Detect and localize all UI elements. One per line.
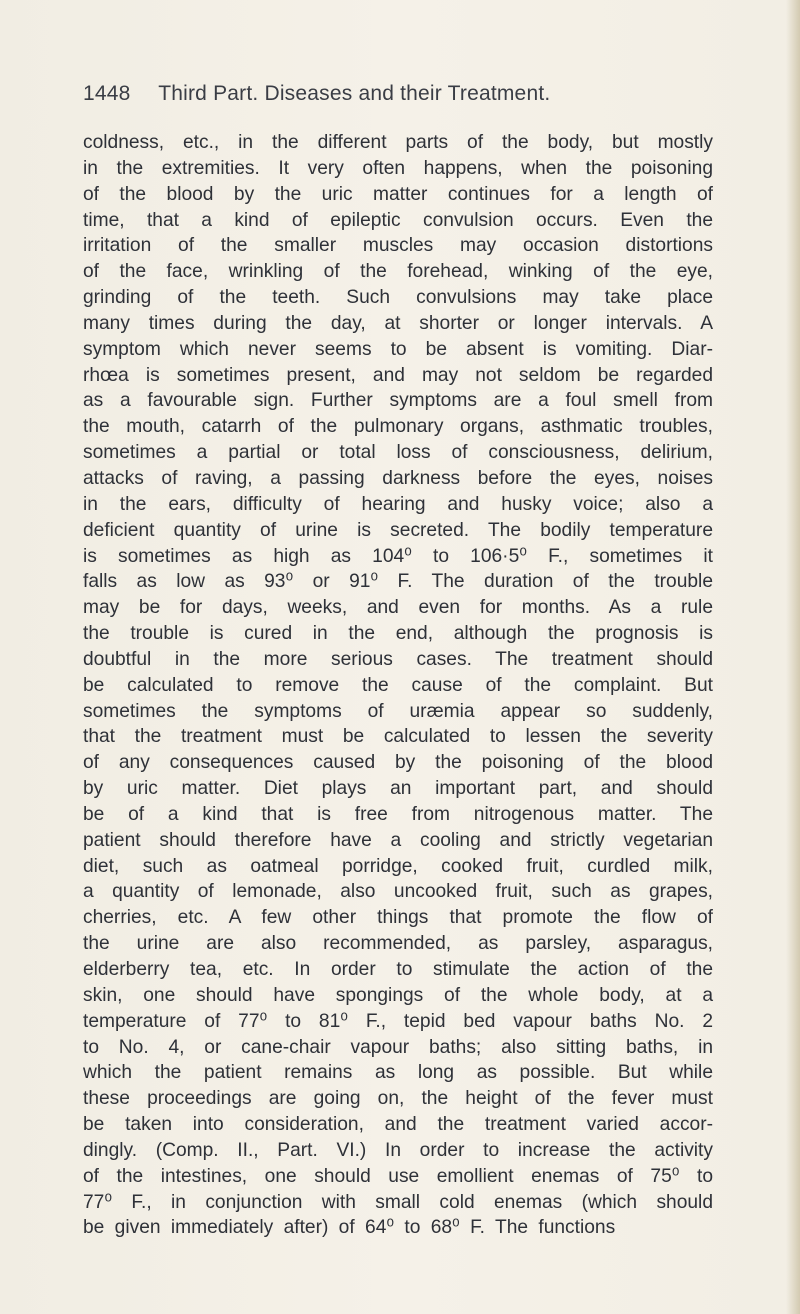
text-line: diet, such as oatmeal porridge, cooked fruit, curdled milk, (83, 855, 713, 877)
text-line: be of a kind that is free from nitrogenous matter. The (83, 803, 713, 825)
text-line: be calculated to remove the cause of the complaint. But (83, 674, 713, 696)
text-line: sometimes a partial or total loss of consciousness, delirium, (83, 442, 713, 464)
text-line: these proceedings are going on, the height of the fever must (83, 1088, 713, 1110)
text-line: attacks of raving, a passing darkness before the eyes, noises (83, 467, 713, 489)
text-line: the trouble is cured in the end, although the prognosis is (83, 623, 713, 645)
text-line: of any consequences caused by the poisoning of the blood (83, 752, 713, 774)
text-line: be given immediately after) of 64⁰ to 68⁰ F. The functions (83, 1217, 616, 1239)
text-line: coldness, etc., in the different parts of the body, but mostly (83, 132, 713, 153)
page-edge-shadow (786, 0, 800, 1314)
text-line: rhœa is sometimes present, and may not seldom be regarded (83, 364, 713, 386)
text-line: dingly. (Comp. II., Part. VI.) In order to increase the activity (83, 1139, 713, 1161)
text-line: temperature of 77⁰ to 81⁰ F., tepid bed vapour baths No. 2 (83, 1010, 713, 1032)
text-line: which the patient remains as long as possible. But while (83, 1062, 713, 1084)
text-line: cherries, etc. A few other things that promote the flow of (83, 907, 713, 929)
running-title: Third Part. Diseases and their Treatment. (158, 82, 551, 105)
text-line: doubtful in the more serious cases. The treatment should (83, 648, 713, 670)
text-line: be taken into consideration, and the treatment varied accor- (83, 1114, 713, 1136)
text-line: the urine are also recommended, as parsley, asparagus, (83, 933, 713, 955)
text-line: the mouth, catarrh of the pulmonary organs, asthmatic troubles, (83, 416, 713, 438)
text-line: symptom which never seems to be absent is vomiting. Diar- (83, 338, 713, 360)
text-line: time, that a kind of epileptic convulsion occurs. Even the (83, 209, 713, 231)
text-line: of the face, wrinkling of the forehead, winking of the eye, (83, 261, 713, 283)
text-line: many times during the day, at shorter or longer intervals. A (83, 312, 713, 334)
text-line: of the intestines, one should use emollient enemas of 75⁰ to (83, 1165, 713, 1187)
page-number: 1448 (83, 82, 131, 105)
text-line: irritation of the smaller muscles may occasion distortions (83, 235, 713, 257)
text-line: is sometimes as high as 104⁰ to 106·5⁰ F., sometimes it (83, 545, 713, 567)
text-line: may be for days, weeks, and even for months. As a rule (83, 597, 713, 619)
text-line: elderberry tea, etc. In order to stimulate the action of the (83, 959, 713, 980)
text-line: 77⁰ F., in conjunction with small cold enemas (which should (83, 1191, 713, 1213)
running-header (83, 82, 723, 106)
text-line: of the blood by the uric matter continues for a length of (83, 183, 713, 205)
text-line: patient should therefore have a cooling and strictly vegetarian (83, 829, 713, 851)
body-text (83, 130, 713, 1241)
text-line: falls as low as 93⁰ or 91⁰ F. The duration of the trouble (83, 571, 713, 593)
text-line: grinding of the teeth. Such convulsions may take place (83, 287, 713, 309)
text-line: in the extremities. It very often happens, when the poisoning (83, 157, 713, 179)
text-line: in the ears, difficulty of hearing and husky voice; also a (83, 493, 713, 515)
text-line: deficient quantity of urine is secreted. The bodily temperature (83, 519, 713, 541)
text-line: sometimes the symptoms of uræmia appear so suddenly, (83, 700, 713, 722)
text-line: by uric matter. Diet plays an important part, and should (83, 778, 713, 800)
text-line: that the treatment must be calculated to lessen the severity (83, 726, 713, 748)
text-line: to No. 4, or cane-chair vapour baths; also sitting baths, in (83, 1036, 713, 1058)
text-line: as a favourable sign. Further symptoms are a foul smell from (83, 390, 713, 412)
text-line: a quantity of lemonade, also uncooked fruit, such as grapes, (83, 881, 713, 903)
text-line: skin, one should have spongings of the whole body, at a (83, 984, 713, 1006)
